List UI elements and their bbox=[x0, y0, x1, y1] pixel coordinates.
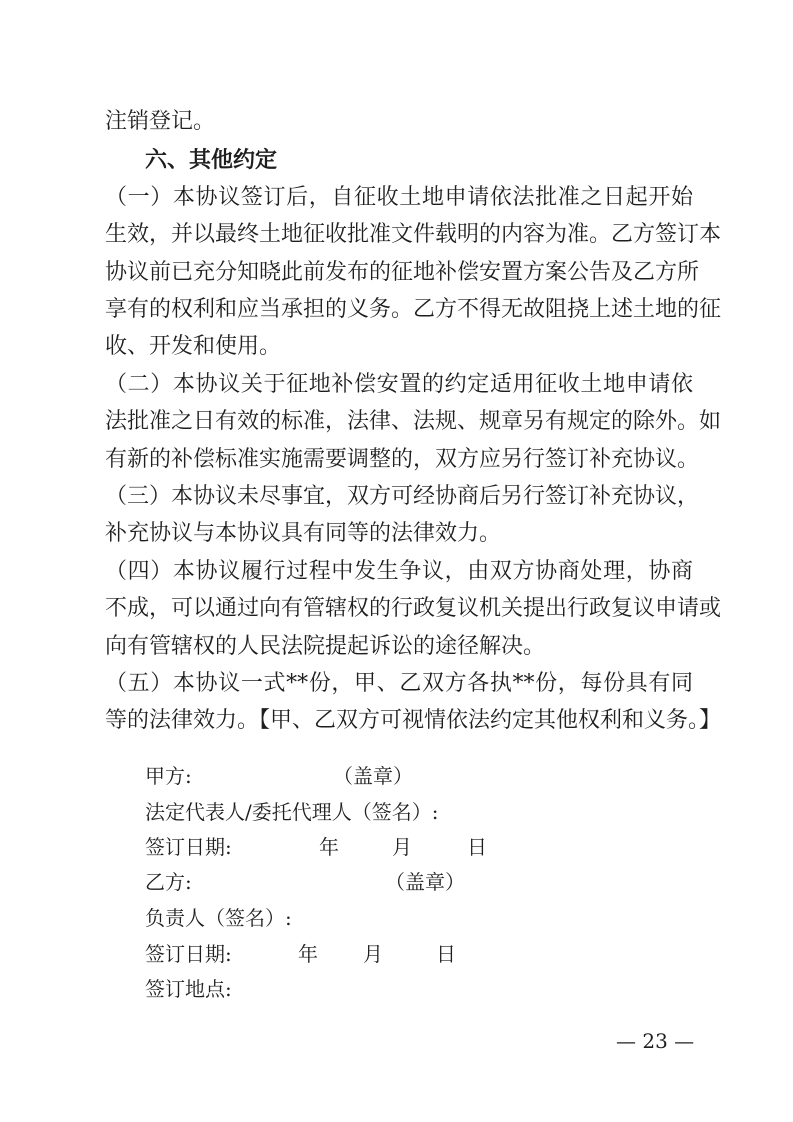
page-number: — 23 — bbox=[616, 1029, 695, 1053]
clause-3-line-1: （三）本协议未尽事宜，双方可经协商后另行签订补充协议， bbox=[105, 484, 700, 509]
responsible-label: 负责人（签名）: bbox=[145, 906, 292, 930]
date-label-b: 签订日期: bbox=[145, 942, 232, 966]
place-label: 签订地点: bbox=[145, 977, 232, 1001]
year-b: 年 bbox=[298, 942, 318, 966]
party-a-label: 甲方: bbox=[145, 764, 192, 788]
clause-4-line-2: 不成，可以通过向有管辖权的行政复议机关提出行政复议申请或 bbox=[105, 596, 722, 621]
date-label-a: 签订日期: bbox=[145, 835, 232, 859]
month-b: 月 bbox=[363, 942, 383, 966]
intro-line: 注销登记。 bbox=[105, 109, 216, 134]
clause-2-line-2: 法批准之日有效的标准，法律、法规、规章另有规定的除外。如 bbox=[105, 409, 722, 434]
legal-rep-label: 法定代表人/委托代理人（签名）: bbox=[145, 800, 439, 824]
day-b: 日 bbox=[436, 942, 456, 966]
month-a: 月 bbox=[392, 835, 412, 859]
clause-2-line-3: 有新的补偿标准实施需要调整的，双方应另行签订补充协议。 bbox=[105, 447, 700, 472]
day-a: 日 bbox=[467, 835, 487, 859]
party-a-seal: （盖章） bbox=[333, 764, 413, 788]
clause-1-line-3: 协议前已充分知晓此前发布的征地补偿安置方案公告及乙方所 bbox=[105, 260, 700, 285]
party-b-seal: （盖章） bbox=[385, 870, 465, 894]
clause-5-line-2: 等的法律效力。【甲、乙双方可视情依法约定其他权利和义务。】 bbox=[105, 708, 722, 733]
clause-1-line-1: （一）本协议签订后，自征收土地申请依法批准之日起开始 bbox=[105, 185, 693, 210]
year-a: 年 bbox=[319, 835, 339, 859]
clause-2-line-1: （二）本协议关于征地补偿安置的约定适用征收土地申请依 bbox=[105, 372, 693, 397]
clause-4-line-3: 向有管辖权的人民法院提起诉讼的途径解决。 bbox=[105, 634, 546, 659]
clause-1-line-4: 享有的权利和应当承担的义务。乙方不得无故阻挠上述土地的征 bbox=[105, 297, 722, 322]
party-b-label: 乙方: bbox=[145, 870, 192, 894]
clause-5-line-1: （五）本协议一式**份，甲、乙双方各执**份，每份具有同 bbox=[105, 671, 693, 696]
clause-4-line-1: （四）本协议履行过程中发生争议，由双方协商处理，协商 bbox=[105, 559, 693, 584]
clause-1-line-5: 收、开发和使用。 bbox=[105, 334, 282, 359]
section-heading: 六、其他约定 bbox=[145, 147, 278, 173]
clause-1-line-2: 生效，并以最终土地征收批准文件载明的内容为准。乙方签订本 bbox=[105, 222, 722, 247]
clause-3-line-2: 补充协议与本协议具有同等的法律效力。 bbox=[105, 521, 502, 546]
